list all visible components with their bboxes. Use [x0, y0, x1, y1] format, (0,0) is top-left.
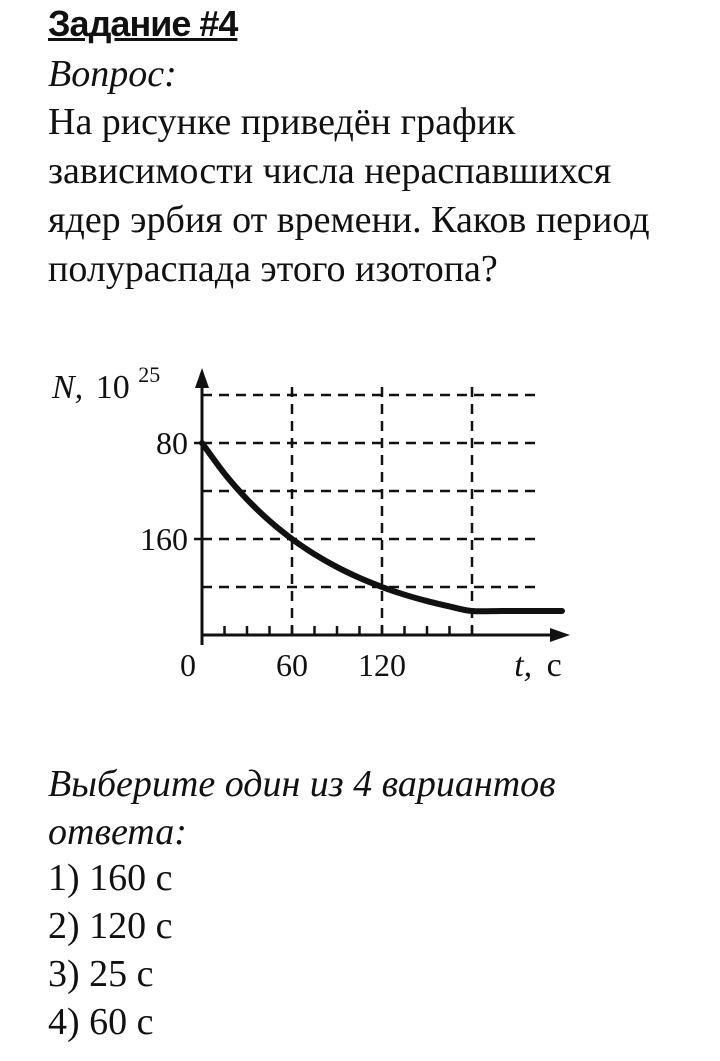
y-axis-arrow — [195, 368, 209, 388]
answer-option-2[interactable]: 2) 120 с — [48, 905, 173, 947]
y-tick-label: 160 — [140, 521, 188, 557]
x-axis-arrow — [550, 628, 570, 642]
decay-chart — [40, 350, 580, 710]
y-axis-label: N, 10 $^{25}$ — [52, 362, 161, 406]
answer-option-4[interactable]: 4) 60 с — [48, 1001, 154, 1043]
task-title: Задание #4 — [48, 3, 238, 44]
x-tick-label: 120 — [358, 647, 406, 683]
x-tick-label: 60 — [276, 647, 308, 683]
y-tick-label: 80 — [156, 425, 188, 461]
question-label: Вопрос: — [48, 53, 177, 95]
question-text: На рисунке приведён график зависимости числа нераспавшихся ядер эрбия от времени. Каков период полураспада этого изотопа? — [48, 101, 650, 290]
answer-options — [48, 854, 173, 1046]
answer-option-3[interactable]: 3) 25 с — [48, 953, 154, 995]
origin-label: 0 — [180, 647, 196, 683]
answer-option-1[interactable]: 1) 160 с — [48, 857, 173, 899]
x-axis-label: t, с — [514, 647, 562, 684]
answer-prompt: Выберите один из 4 вариантов ответа: — [48, 763, 556, 853]
